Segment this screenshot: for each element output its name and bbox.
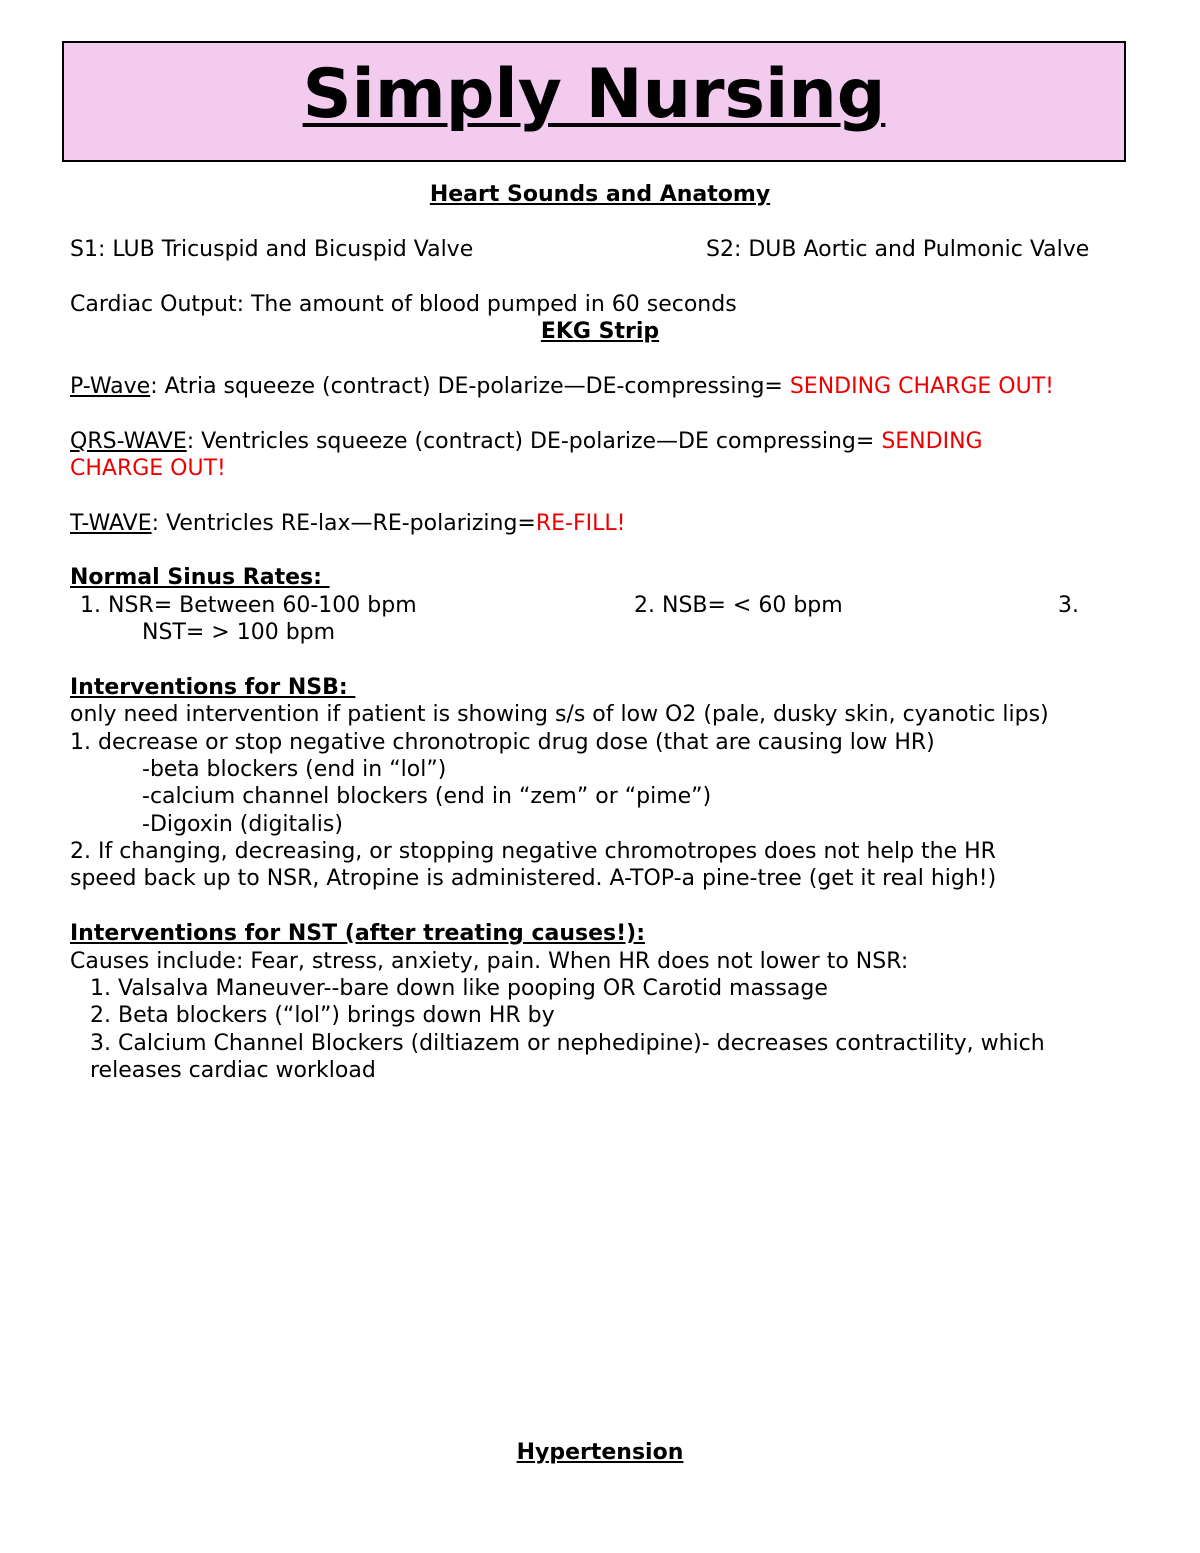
nsb-heading: Interventions for NSB: xyxy=(70,675,356,700)
sinus-item-3-text: NST= > 100 bpm xyxy=(142,620,336,645)
t-wave-red: RE-FILL! xyxy=(535,511,626,536)
qrs-wave-red-1: SENDING xyxy=(881,429,983,454)
heart-sounds-heading: Heart Sounds and Anatomy xyxy=(429,182,771,207)
cardiac-output-text: Cardiac Output: The amount of blood pumped in 60 seconds xyxy=(70,292,737,317)
nsb-line: speed back up to NSR, Atropine is administered. A-TOP-a pine-tree (get it real high!) xyxy=(70,866,997,891)
nst-line: releases cardiac workload xyxy=(90,1058,376,1083)
nst-heading: Interventions for NST (after treating causes!): xyxy=(70,921,645,946)
t-wave-label: T-WAVE xyxy=(70,511,152,536)
s2-text: S2: DUB Aortic and Pulmonic Valve xyxy=(706,237,1090,262)
sinus-item-2: 2. NSB= < 60 bpm xyxy=(634,593,843,618)
p-wave-label: P-Wave xyxy=(70,374,151,399)
qrs-wave-label: QRS-WAVE xyxy=(70,429,187,454)
nst-line: 2. Beta blockers (“lol”) brings down HR by xyxy=(90,1003,555,1028)
t-wave-line xyxy=(70,510,625,537)
p-wave-text: : Atria squeeze (contract) DE-polarize—DE-compressing= xyxy=(150,374,790,399)
qrs-wave-text: : Ventricles squeeze (contract) DE-polarize—DE compressing= xyxy=(186,429,882,454)
hypertension-heading: Hypertension xyxy=(516,1440,684,1465)
nst-line: 1. Valsalva Maneuver--bare down like pooping OR Carotid massage xyxy=(90,976,828,1001)
nst-line: Causes include: Fear, stress, anxiety, pain. When HR does not lower to NSR: xyxy=(70,949,909,974)
p-wave-red: SENDING CHARGE OUT! xyxy=(789,374,1054,399)
nsb-line: 1. decrease or stop negative chronotropic drug dose (that are causing low HR) xyxy=(70,730,935,755)
qrs-wave-red-2: CHARGE OUT! xyxy=(70,456,226,481)
qrs-wave-line xyxy=(70,428,983,455)
sinus-rates-heading: Normal Sinus Rates: xyxy=(70,565,330,590)
ekg-heading: EKG Strip xyxy=(540,319,660,344)
nsb-line: -Digoxin (digitalis) xyxy=(142,812,343,837)
nsb-line: only need intervention if patient is showing s/s of low O2 (pale, dusky skin, cyanotic lips) xyxy=(70,702,1049,727)
sinus-item-1: 1. NSR= Between 60-100 bpm xyxy=(80,593,417,618)
title-banner xyxy=(62,41,1126,162)
sinus-item-3-number: 3. xyxy=(1058,593,1079,618)
nsb-line: -beta blockers (end in “lol”) xyxy=(142,757,447,782)
page-title: Simply Nursing xyxy=(302,55,886,134)
s1-text: S1: LUB Tricuspid and Bicuspid Valve xyxy=(70,237,474,262)
nsb-line: 2. If changing, decreasing, or stopping negative chromotropes does not help the HR xyxy=(70,839,996,864)
p-wave-line xyxy=(70,373,1054,400)
nsb-line: -calcium channel blockers (end in “zem” or “pime”) xyxy=(142,784,712,809)
t-wave-text: : Ventricles RE-lax—RE-polarizing= xyxy=(151,511,536,536)
nst-line: 3. Calcium Channel Blockers (diltiazem or nephedipine)- decreases contractility, which xyxy=(90,1031,1045,1056)
